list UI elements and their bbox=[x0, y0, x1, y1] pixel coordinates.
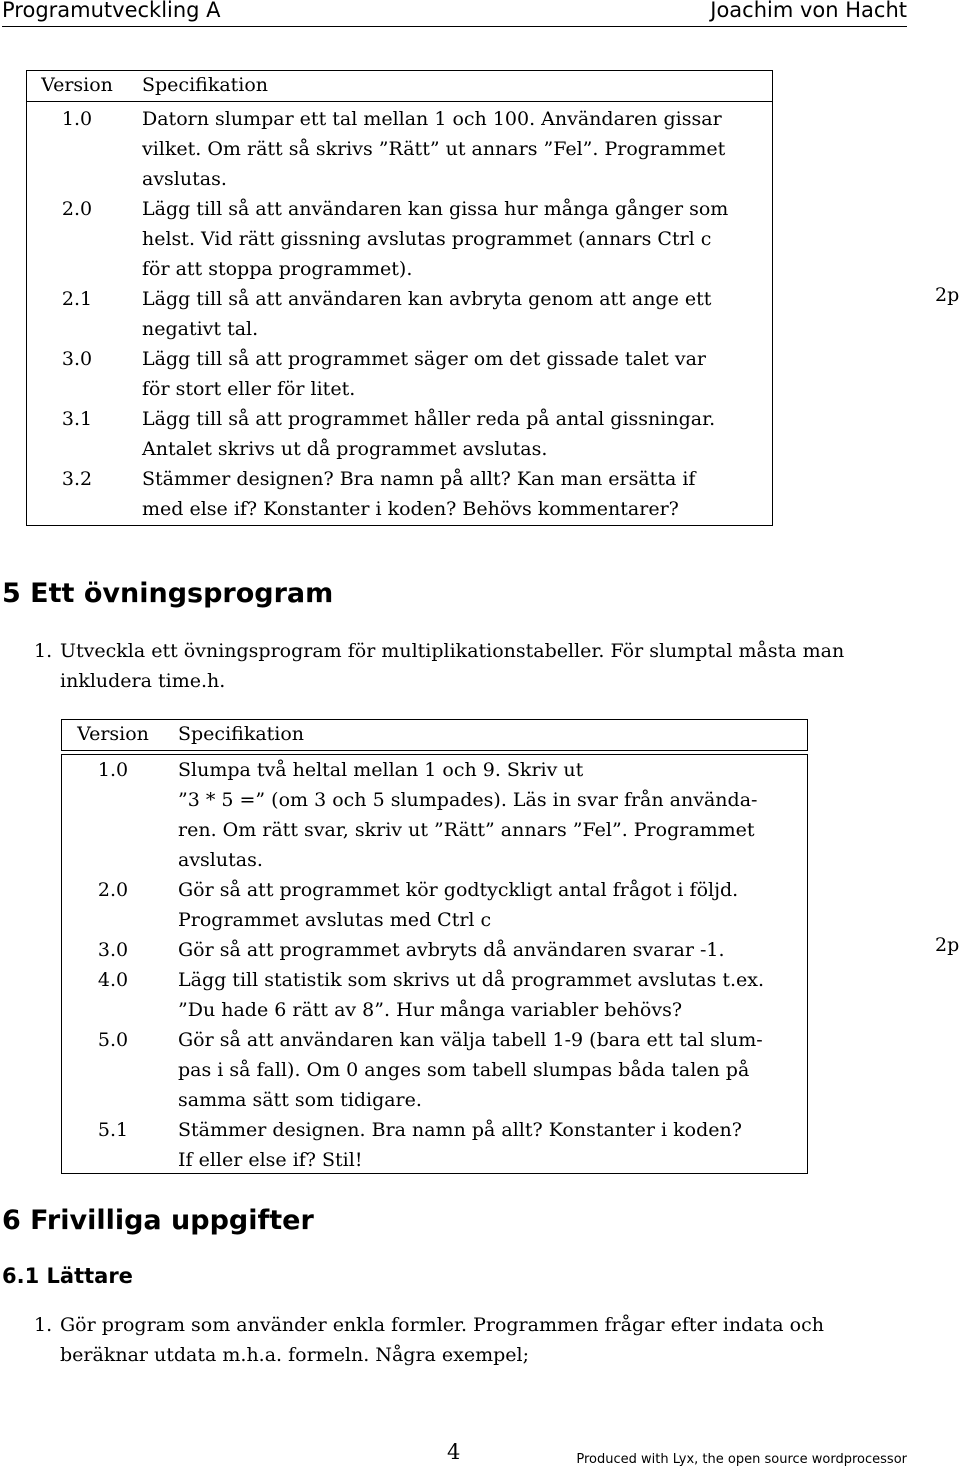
spec-table-1 bbox=[26, 70, 773, 526]
spec-line: Gör så att programmet kör godtyckligt antal frågot i följd. bbox=[178, 879, 739, 901]
version-cell: 3.1 bbox=[61, 408, 93, 430]
spec-line: avslutas. bbox=[142, 168, 227, 190]
spec-line: Datorn slumpar ett tal mellan 1 och 100. Användaren gissar bbox=[142, 108, 722, 130]
page-header bbox=[2, 0, 907, 27]
spec-line: Lägg till så att programmet håller reda på antal gissningar. bbox=[142, 408, 716, 430]
spec-line: Lägg till så att programmet säger om det gissade talet var bbox=[142, 348, 706, 370]
spec-line: med else if? Konstanter i koden? Behövs kommentarer? bbox=[142, 498, 679, 520]
spec-line: ren. Om rätt svar, skriv ut ”Rätt” annars ”Fel”. Programmet bbox=[178, 819, 755, 841]
column-header-spec: Specifikation bbox=[142, 74, 269, 96]
spec-line: pas i så fall). Om 0 anges som tabell slumpas båda talen på bbox=[178, 1059, 750, 1081]
item-line-1: Gör program som använder enkla formler. Programmen frågar efter indata och bbox=[60, 1314, 824, 1336]
item-number: 1. bbox=[34, 1314, 53, 1336]
version-cell: 2.0 bbox=[61, 198, 93, 220]
version-cell: 5.0 bbox=[97, 1029, 129, 1051]
section-6-heading: 6 Frivilliga uppgifter bbox=[2, 1205, 314, 1236]
column-header-version: Version bbox=[77, 723, 149, 745]
spec-line: ”Du hade 6 rätt av 8”. Hur många variabler behövs? bbox=[178, 999, 683, 1021]
section-5-heading: 5 Ett övningsprogram bbox=[2, 578, 334, 609]
spec-line: för stort eller för litet. bbox=[142, 378, 356, 400]
item-line-2: inkludera time.h. bbox=[60, 670, 226, 692]
course-title: Programutveckling A bbox=[2, 0, 221, 22]
spec-line: Programmet avslutas med Ctrl c bbox=[178, 909, 492, 931]
spec-line: Stämmer designen. Bra namn på allt? Konstanter i koden? bbox=[178, 1119, 742, 1141]
table-header-frame bbox=[26, 70, 773, 102]
item-line-2: beräknar utdata m.h.a. formeln. Några exempel; bbox=[60, 1344, 529, 1366]
spec-table-2 bbox=[61, 719, 808, 1174]
column-header-spec: Specifikation bbox=[178, 723, 305, 745]
spec-line: vilket. Om rätt så skrivs ”Rätt” ut annars ”Fel”. Programmet bbox=[142, 138, 726, 160]
spec-line: Lägg till så att användaren kan gissa hur många gånger som bbox=[142, 198, 729, 220]
column-header-version: Version bbox=[41, 74, 113, 96]
page-number: 4 bbox=[447, 1440, 461, 1464]
version-cell: 3.2 bbox=[61, 468, 93, 490]
spec-line: Lägg till statistik som skrivs ut då programmet avslutas t.ex. bbox=[178, 969, 765, 991]
spec-line: samma sätt som tidigare. bbox=[178, 1089, 422, 1111]
item-line-1: Utveckla ett övningsprogram för multiplikationstabeller. För slumptal måsta man bbox=[60, 640, 845, 662]
spec-line: negativt tal. bbox=[142, 318, 259, 340]
spec-line: avslutas. bbox=[178, 849, 263, 871]
spec-line: Lägg till så att användaren kan avbryta genom att ange ett bbox=[142, 288, 712, 310]
version-cell: 1.0 bbox=[61, 108, 93, 130]
spec-line: Slumpa två heltal mellan 1 och 9. Skriv ut bbox=[178, 759, 584, 781]
spec-line: Gör så att programmet avbryts då användaren svarar -1. bbox=[178, 939, 725, 961]
version-cell: 4.0 bbox=[97, 969, 129, 991]
author-name: Joachim von Hacht bbox=[710, 0, 907, 22]
spec-line: ”3 * 5 =” (om 3 och 5 slumpades). Läs in svar från använda- bbox=[178, 789, 758, 811]
points-note-1: 2p bbox=[935, 284, 960, 306]
table-header-frame bbox=[61, 719, 808, 751]
points-note-2: 2p bbox=[935, 934, 960, 956]
version-cell: 3.0 bbox=[97, 939, 129, 961]
version-cell: 5.1 bbox=[97, 1119, 129, 1141]
spec-line: helst. Vid rätt gissning avslutas programmet (annars Ctrl c bbox=[142, 228, 712, 250]
spec-line: Stämmer designen? Bra namn på allt? Kan man ersätta if bbox=[142, 468, 696, 490]
spec-line: Antalet skrivs ut då programmet avslutas. bbox=[142, 438, 548, 460]
version-cell: 2.1 bbox=[61, 288, 93, 310]
version-cell: 1.0 bbox=[97, 759, 129, 781]
spec-line: för att stoppa programmet). bbox=[142, 258, 413, 280]
subsection-6-1-heading: 6.1 Lättare bbox=[2, 1264, 133, 1288]
version-cell: 3.0 bbox=[61, 348, 93, 370]
version-cell: 2.0 bbox=[97, 879, 129, 901]
item-number: 1. bbox=[34, 640, 53, 662]
spec-line: Gör så att användaren kan välja tabell 1-9 (bara ett tal slum- bbox=[178, 1029, 763, 1051]
produced-with-note: Produced with Lyx, the open source wordprocessor bbox=[576, 1452, 907, 1467]
spec-line: If eller else if? Stil! bbox=[178, 1149, 363, 1171]
